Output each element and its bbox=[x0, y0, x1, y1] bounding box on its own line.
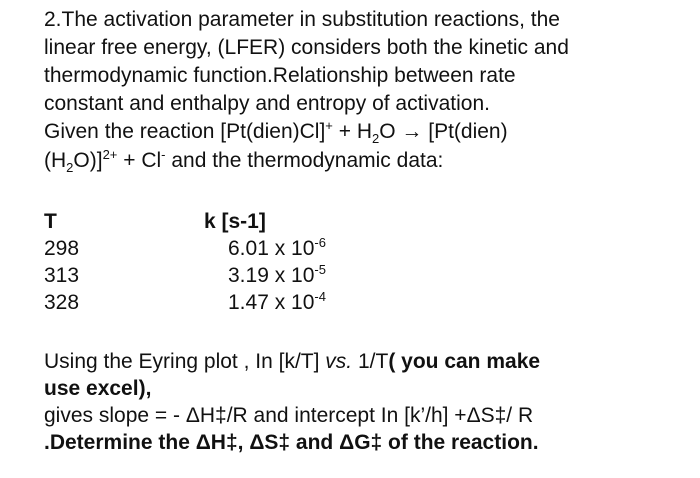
header-k: k [s-1] bbox=[204, 210, 266, 233]
problem-line-3: thermodynamic function.Relationship between rate bbox=[44, 64, 516, 87]
charge-sup: 2+ bbox=[102, 147, 118, 162]
instruction-line-4: .Determine the ΔH‡, ΔS‡ and ΔG‡ of the reaction. bbox=[44, 431, 539, 454]
instruction-line-2: use excel), bbox=[44, 377, 152, 400]
k-exponent: -6 bbox=[314, 235, 326, 250]
temperature-column bbox=[44, 208, 124, 316]
table-cell-t: 313 bbox=[44, 264, 80, 287]
table-cell-t: 298 bbox=[44, 237, 80, 260]
k-base: 3.19 x 10 bbox=[228, 264, 315, 287]
reaction-text: O → [Pt(dien) bbox=[379, 120, 508, 143]
problem-line-4: constant and enthalpy and entropy of activation. bbox=[44, 92, 490, 115]
instruction-line-3: gives slope = - ΔH‡/R and intercept In [k’/h] +ΔS‡/ R bbox=[44, 404, 534, 427]
k-exponent: -5 bbox=[314, 262, 326, 277]
reaction-text: Given the reaction [Pt(dien)Cl] bbox=[44, 120, 326, 143]
instruction-bold: ( you can make bbox=[388, 350, 541, 373]
charge-sup: + bbox=[325, 118, 333, 133]
k-base: 1.47 x 10 bbox=[228, 291, 315, 314]
vs-italic: vs. bbox=[325, 350, 353, 373]
reaction-text: and the thermodynamic data: bbox=[165, 149, 444, 172]
rate-column bbox=[204, 208, 364, 316]
subscript: 2 bbox=[372, 131, 380, 147]
subscript: 2 bbox=[66, 160, 74, 176]
header-t: T bbox=[44, 210, 57, 233]
k-exponent: -4 bbox=[314, 289, 326, 304]
problem-line-1: 2.The activation parameter in substitution reactions, the bbox=[44, 8, 560, 31]
charge-sup: - bbox=[161, 147, 166, 162]
table-cell-k bbox=[228, 235, 388, 262]
instruction-line-1 bbox=[44, 348, 540, 376]
table-cell-k bbox=[228, 289, 388, 316]
instruction-text: Using the Eyring plot , In [k/T] bbox=[44, 350, 326, 373]
problem-line-2: linear free energy, (LFER) considers both the kinetic and bbox=[44, 36, 569, 59]
instruction-text: 1/T bbox=[352, 350, 389, 373]
reaction-line-2 bbox=[44, 147, 443, 175]
k-base: 6.01 x 10 bbox=[228, 237, 315, 260]
reaction-text: + H bbox=[332, 120, 372, 143]
reaction-text: O)] bbox=[73, 149, 103, 172]
reaction-text: (H bbox=[44, 149, 67, 172]
table-cell-k bbox=[228, 262, 388, 289]
reaction-line-1 bbox=[44, 118, 508, 146]
table-cell-t: 328 bbox=[44, 291, 80, 314]
reaction-text: + Cl bbox=[117, 149, 162, 172]
